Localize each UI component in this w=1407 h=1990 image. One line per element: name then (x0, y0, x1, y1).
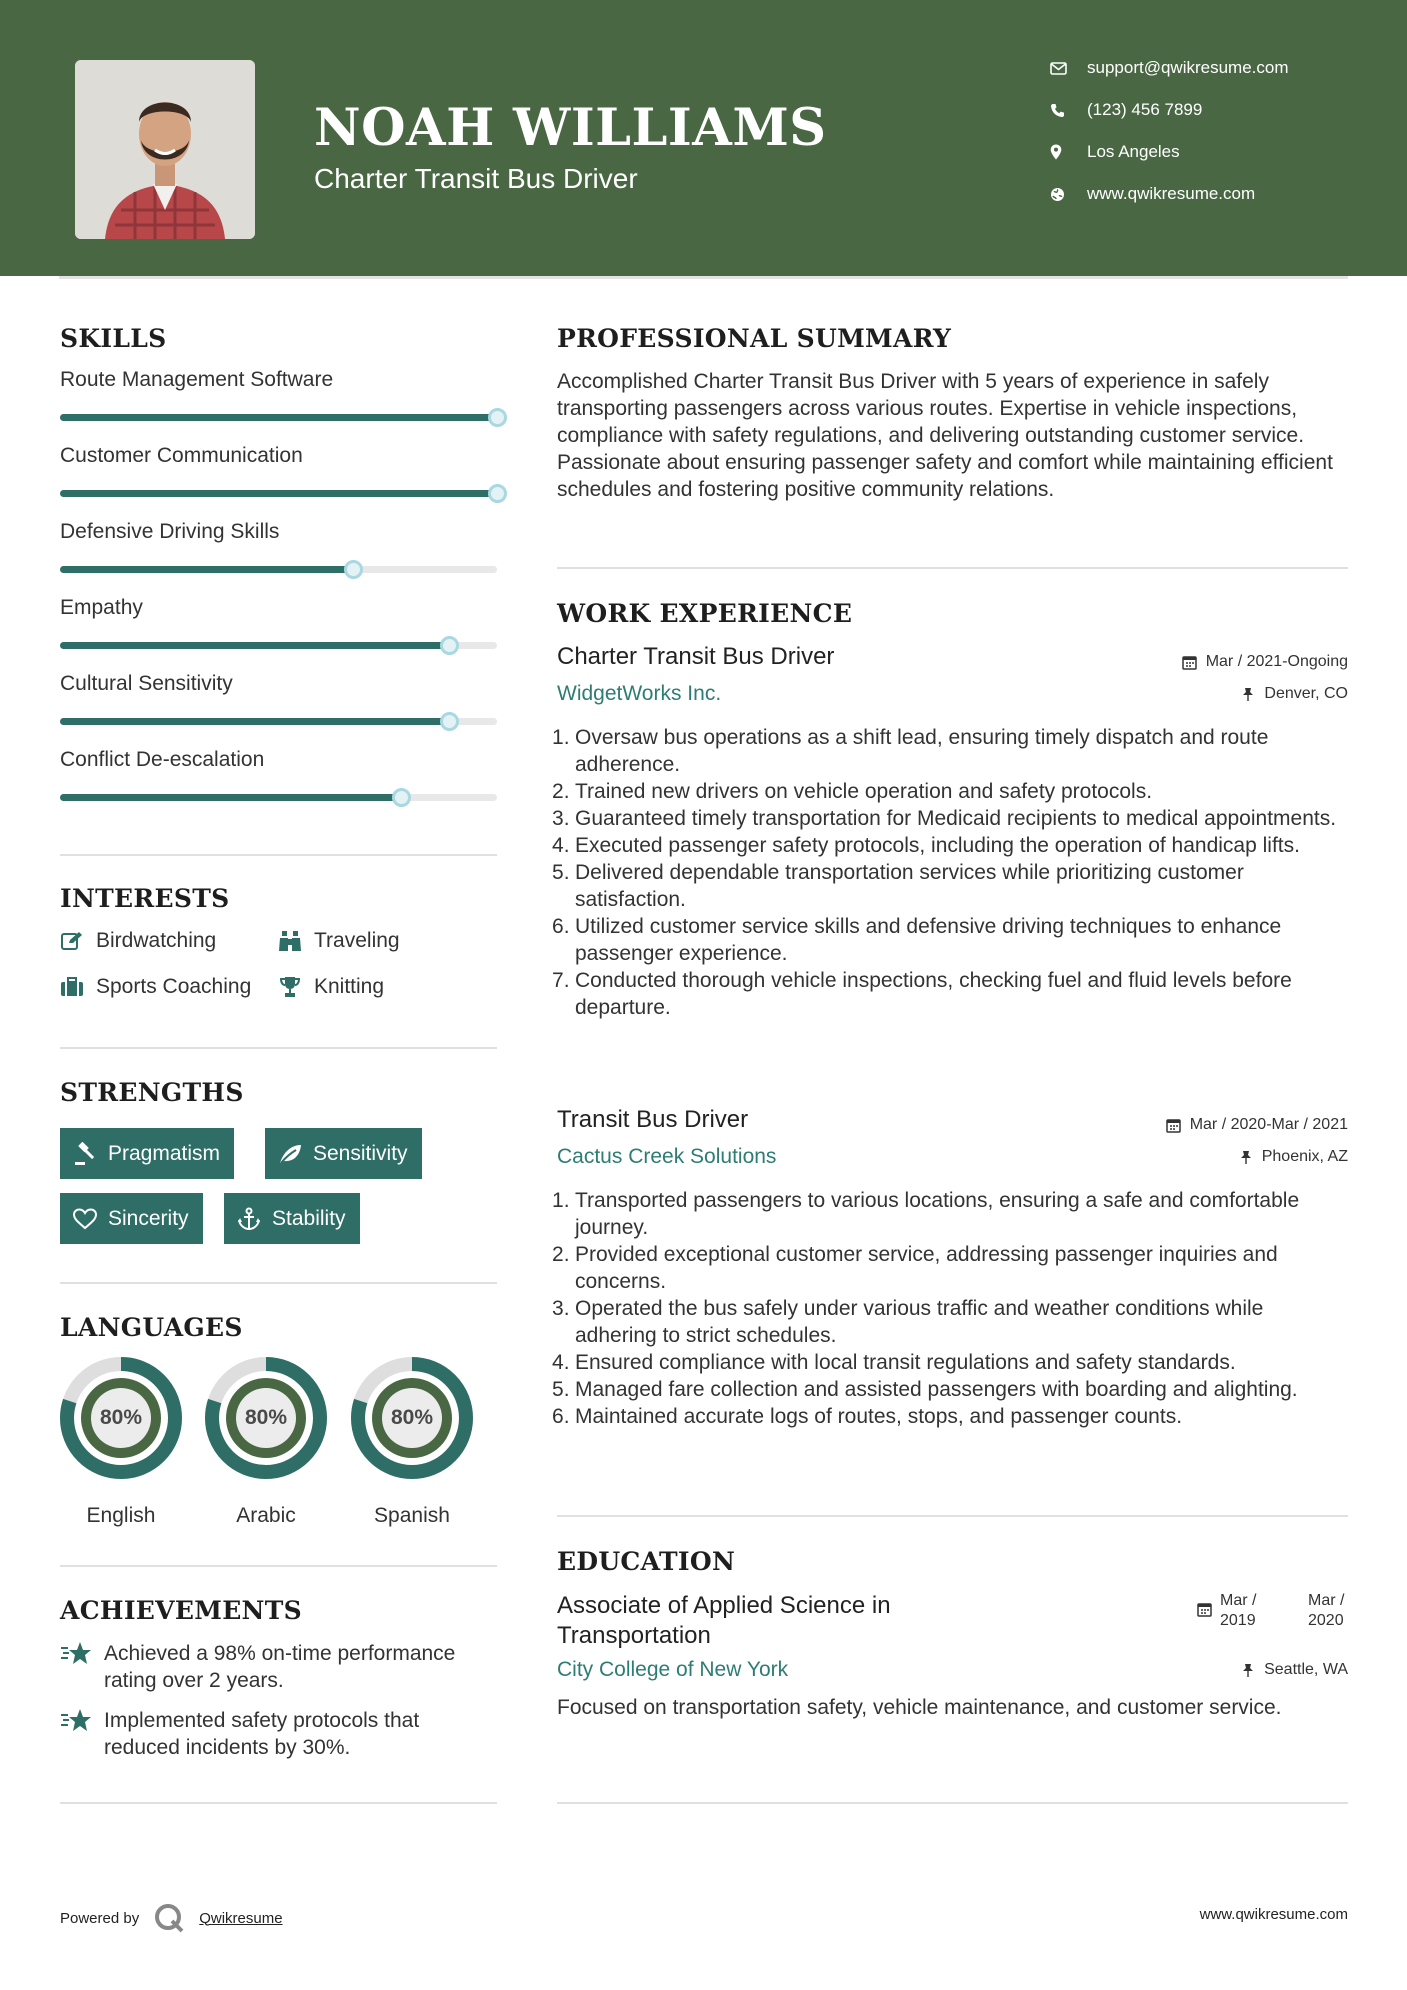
skill-bar (60, 642, 497, 649)
education-start-date: Mar / 2019 (1220, 1592, 1257, 1629)
job-location (1240, 685, 1348, 703)
skill-bar-fill (60, 794, 401, 801)
section-divider (60, 1282, 497, 1284)
job-bullet: Managed fare collection and assisted passengers with boarding and alighting. (575, 1378, 1298, 1401)
skill-bar-fill (60, 718, 449, 725)
calendar-icon (1196, 1601, 1212, 1617)
job-bullets (557, 1187, 1347, 1430)
job-bullet: Executed passenger safety protocols, including the operation of handicap lifts. (575, 834, 1300, 857)
contact-email[interactable] (1050, 58, 1390, 78)
education-description: Focused on transportation safety, vehicle maintenance, and customer service. (557, 1696, 1282, 1719)
pushpin-icon (1238, 1149, 1254, 1165)
section-divider (60, 854, 497, 856)
company-name: Cactus Creek Solutions (557, 1145, 777, 1168)
section-divider (60, 1047, 497, 1049)
skill-bar (60, 414, 497, 421)
job-bullet: Oversaw bus operations as a shift lead, ensuring timely dispatch and route adherence. (575, 726, 1269, 776)
job-bullet: Transported passengers to various locations, ensuring a safe and comfortable journey. (575, 1189, 1300, 1239)
strength-badge (60, 1193, 203, 1244)
section-divider (60, 1802, 497, 1804)
strength-label: Pragmatism (108, 1141, 221, 1165)
star-icon (60, 1641, 92, 1694)
header-divider (59, 276, 1348, 279)
education-dates (1196, 1591, 1348, 1631)
candidate-name: NOAH WILLIAMS (314, 98, 827, 158)
gavel-icon (72, 1141, 98, 1167)
interest-item (60, 975, 251, 999)
language-name: Arabic (236, 1504, 296, 1527)
skill-bar-knob (488, 484, 507, 503)
language-name: English (86, 1504, 156, 1527)
achievement-item (60, 1707, 500, 1761)
binoculars-icon (278, 929, 302, 953)
calendar-icon (1166, 1117, 1182, 1133)
languages-heading: LANGUAGES (60, 1313, 243, 1342)
job-bullet: Guaranteed timely transportation for Medicaid recipients to medical appointments. (575, 807, 1337, 830)
section-divider (557, 1802, 1348, 1804)
interests-heading: INTERESTS (60, 884, 230, 913)
job-bullet: Maintained accurate logs of routes, stops, and passenger counts. (575, 1405, 1183, 1428)
education-end-date: Mar / 2020 (1308, 1592, 1345, 1629)
skill-bar (60, 718, 497, 725)
profile-photo (75, 60, 255, 239)
contact-phone[interactable] (1050, 100, 1390, 120)
skill-bar-fill (60, 566, 353, 573)
skills-heading: SKILLS (60, 324, 167, 353)
skill-bar (60, 490, 497, 497)
job-dates-text: Mar / 2020-Mar / 2021 (1189, 1116, 1348, 1133)
strength-label: Sincerity (108, 1206, 189, 1230)
globe-icon (1050, 187, 1080, 202)
summary-heading: PROFESSIONAL SUMMARY (557, 324, 952, 353)
skill-bar (60, 566, 497, 573)
skill-bar-knob (440, 636, 459, 655)
contact-phone-text: (123) 456 7899 (1087, 100, 1203, 119)
skill-bar-knob (488, 408, 507, 427)
contact-email-text: support@qwikresume.com (1087, 58, 1289, 77)
contact-website-text: www.qwikresume.com (1087, 184, 1256, 203)
achievement-item (60, 1640, 500, 1694)
achievement-text: Implemented safety protocols that reduced incidents by 30%. (104, 1709, 420, 1759)
skill-bar-fill (60, 490, 497, 497)
briefcase-icon (60, 975, 84, 999)
job-dates-text: Mar / 2021-Ongoing (1205, 653, 1348, 670)
interest-label: Sports Coaching (96, 975, 252, 998)
language-name: Spanish (374, 1504, 450, 1527)
qwikresume-link[interactable]: Qwikresume (199, 1909, 283, 1927)
language-item (350, 1356, 474, 1527)
footer-powered-by (60, 1902, 283, 1934)
trophy-icon (278, 975, 302, 999)
language-item (204, 1356, 328, 1527)
job-bullet: Delivered dependable transportation services while prioritizing customer satisfaction. (575, 861, 1244, 911)
degree-title: Associate of Applied Science in Transportation (557, 1592, 891, 1649)
pushpin-icon (1240, 686, 1256, 702)
heart-icon (72, 1206, 98, 1232)
job-location-text: Denver, CO (1264, 685, 1348, 702)
map-pin-icon (1050, 144, 1080, 160)
job-bullet: Operated the bus safely under various traffic and weather conditions while adhering to strict schedules. (575, 1297, 1264, 1347)
skill-label: Customer Communication (60, 444, 303, 467)
skill-label: Conflict De-escalation (60, 748, 265, 771)
qwikresume-logo-icon (153, 1902, 185, 1934)
language-item (59, 1356, 183, 1527)
pushpin-icon (1240, 1662, 1256, 1678)
job-dates (1166, 1116, 1348, 1134)
interest-item (60, 929, 216, 953)
language-percent: 80% (244, 1406, 288, 1429)
job-location (1238, 1148, 1348, 1166)
skill-bar-knob (344, 560, 363, 579)
anchor-icon (236, 1206, 262, 1232)
job-bullet: Conducted thorough vehicle inspections, checking fuel and fluid levels before departure. (575, 969, 1292, 1019)
school-name: City College of New York (557, 1658, 789, 1681)
phone-icon (1050, 103, 1080, 118)
achievement-text: Achieved a 98% on-time performance rating over 2 years. (104, 1642, 456, 1692)
strengths-heading: STRENGTHS (60, 1078, 244, 1107)
company-name: WidgetWorks Inc. (557, 682, 722, 705)
envelope-icon (1050, 62, 1080, 75)
candidate-title: Charter Transit Bus Driver (314, 163, 638, 194)
section-divider (557, 1515, 1348, 1517)
leaf-icon (277, 1141, 303, 1167)
skill-bar (60, 794, 497, 801)
education-location-text: Seattle, WA (1264, 1661, 1348, 1678)
job-bullet: Ensured compliance with local transit regulations and safety standards. (575, 1351, 1236, 1374)
interest-label: Knitting (314, 975, 385, 998)
job-bullet: Provided exceptional customer service, addressing passenger inquiries and concerns. (575, 1243, 1278, 1293)
edit-icon (60, 929, 84, 953)
job-bullets (557, 724, 1347, 1021)
interest-item (278, 929, 400, 953)
skill-label: Defensive Driving Skills (60, 520, 280, 543)
interest-label: Traveling (314, 929, 400, 952)
interest-item (278, 975, 384, 999)
achievements-heading: ACHIEVEMENTS (60, 1596, 302, 1625)
job-location-text: Phoenix, AZ (1261, 1148, 1348, 1165)
experience-heading: WORK EXPERIENCE (557, 599, 853, 628)
skill-bar-fill (60, 642, 449, 649)
summary-text: Accomplished Charter Transit Bus Driver with 5 years of experience in safely transporting passengers across various routes. Expertise in vehicle inspections, compliance with safety regulations, and delivering outstanding customer service. Passionate about ensuring passenger safety and comfort while maintaining efficient schedules and fostering positive community relations. (557, 370, 1333, 501)
contact-location (1050, 142, 1390, 162)
calendar-icon (1182, 654, 1198, 670)
section-divider (557, 567, 1348, 569)
contact-website[interactable] (1050, 184, 1390, 204)
star-icon (60, 1708, 92, 1761)
strength-label: Stability (272, 1206, 346, 1230)
language-percent: 80% (99, 1406, 143, 1429)
contact-location-text: Los Angeles (1087, 142, 1180, 161)
powered-by-text: Powered by (60, 1909, 140, 1927)
skill-label: Empathy (60, 596, 143, 619)
skill-label: Cultural Sensitivity (60, 672, 233, 695)
education-heading: EDUCATION (557, 1547, 736, 1576)
strength-badge (60, 1128, 234, 1179)
strength-badge (265, 1128, 422, 1179)
resume-header (0, 0, 1407, 276)
strength-label: Sensitivity (313, 1141, 408, 1165)
skill-bar-knob (440, 712, 459, 731)
job-title: Transit Bus Driver (557, 1106, 749, 1133)
job-title: Charter Transit Bus Driver (557, 643, 835, 670)
job-bullet: Utilized customer service skills and defensive driving techniques to enhance passenger experience. (575, 915, 1282, 965)
skill-label: Route Management Software (60, 368, 334, 391)
section-divider (60, 1565, 497, 1567)
job-bullet: Trained new drivers on vehicle operation and safety protocols. (575, 780, 1153, 803)
education-location (1240, 1661, 1348, 1679)
language-percent: 80% (390, 1406, 434, 1429)
strength-badge (224, 1193, 360, 1244)
skill-bar-knob (392, 788, 411, 807)
footer-website[interactable]: www.qwikresume.com (1199, 1906, 1348, 1923)
skill-bar-fill (60, 414, 497, 421)
job-dates (1182, 653, 1348, 671)
interest-label: Birdwatching (96, 929, 217, 952)
